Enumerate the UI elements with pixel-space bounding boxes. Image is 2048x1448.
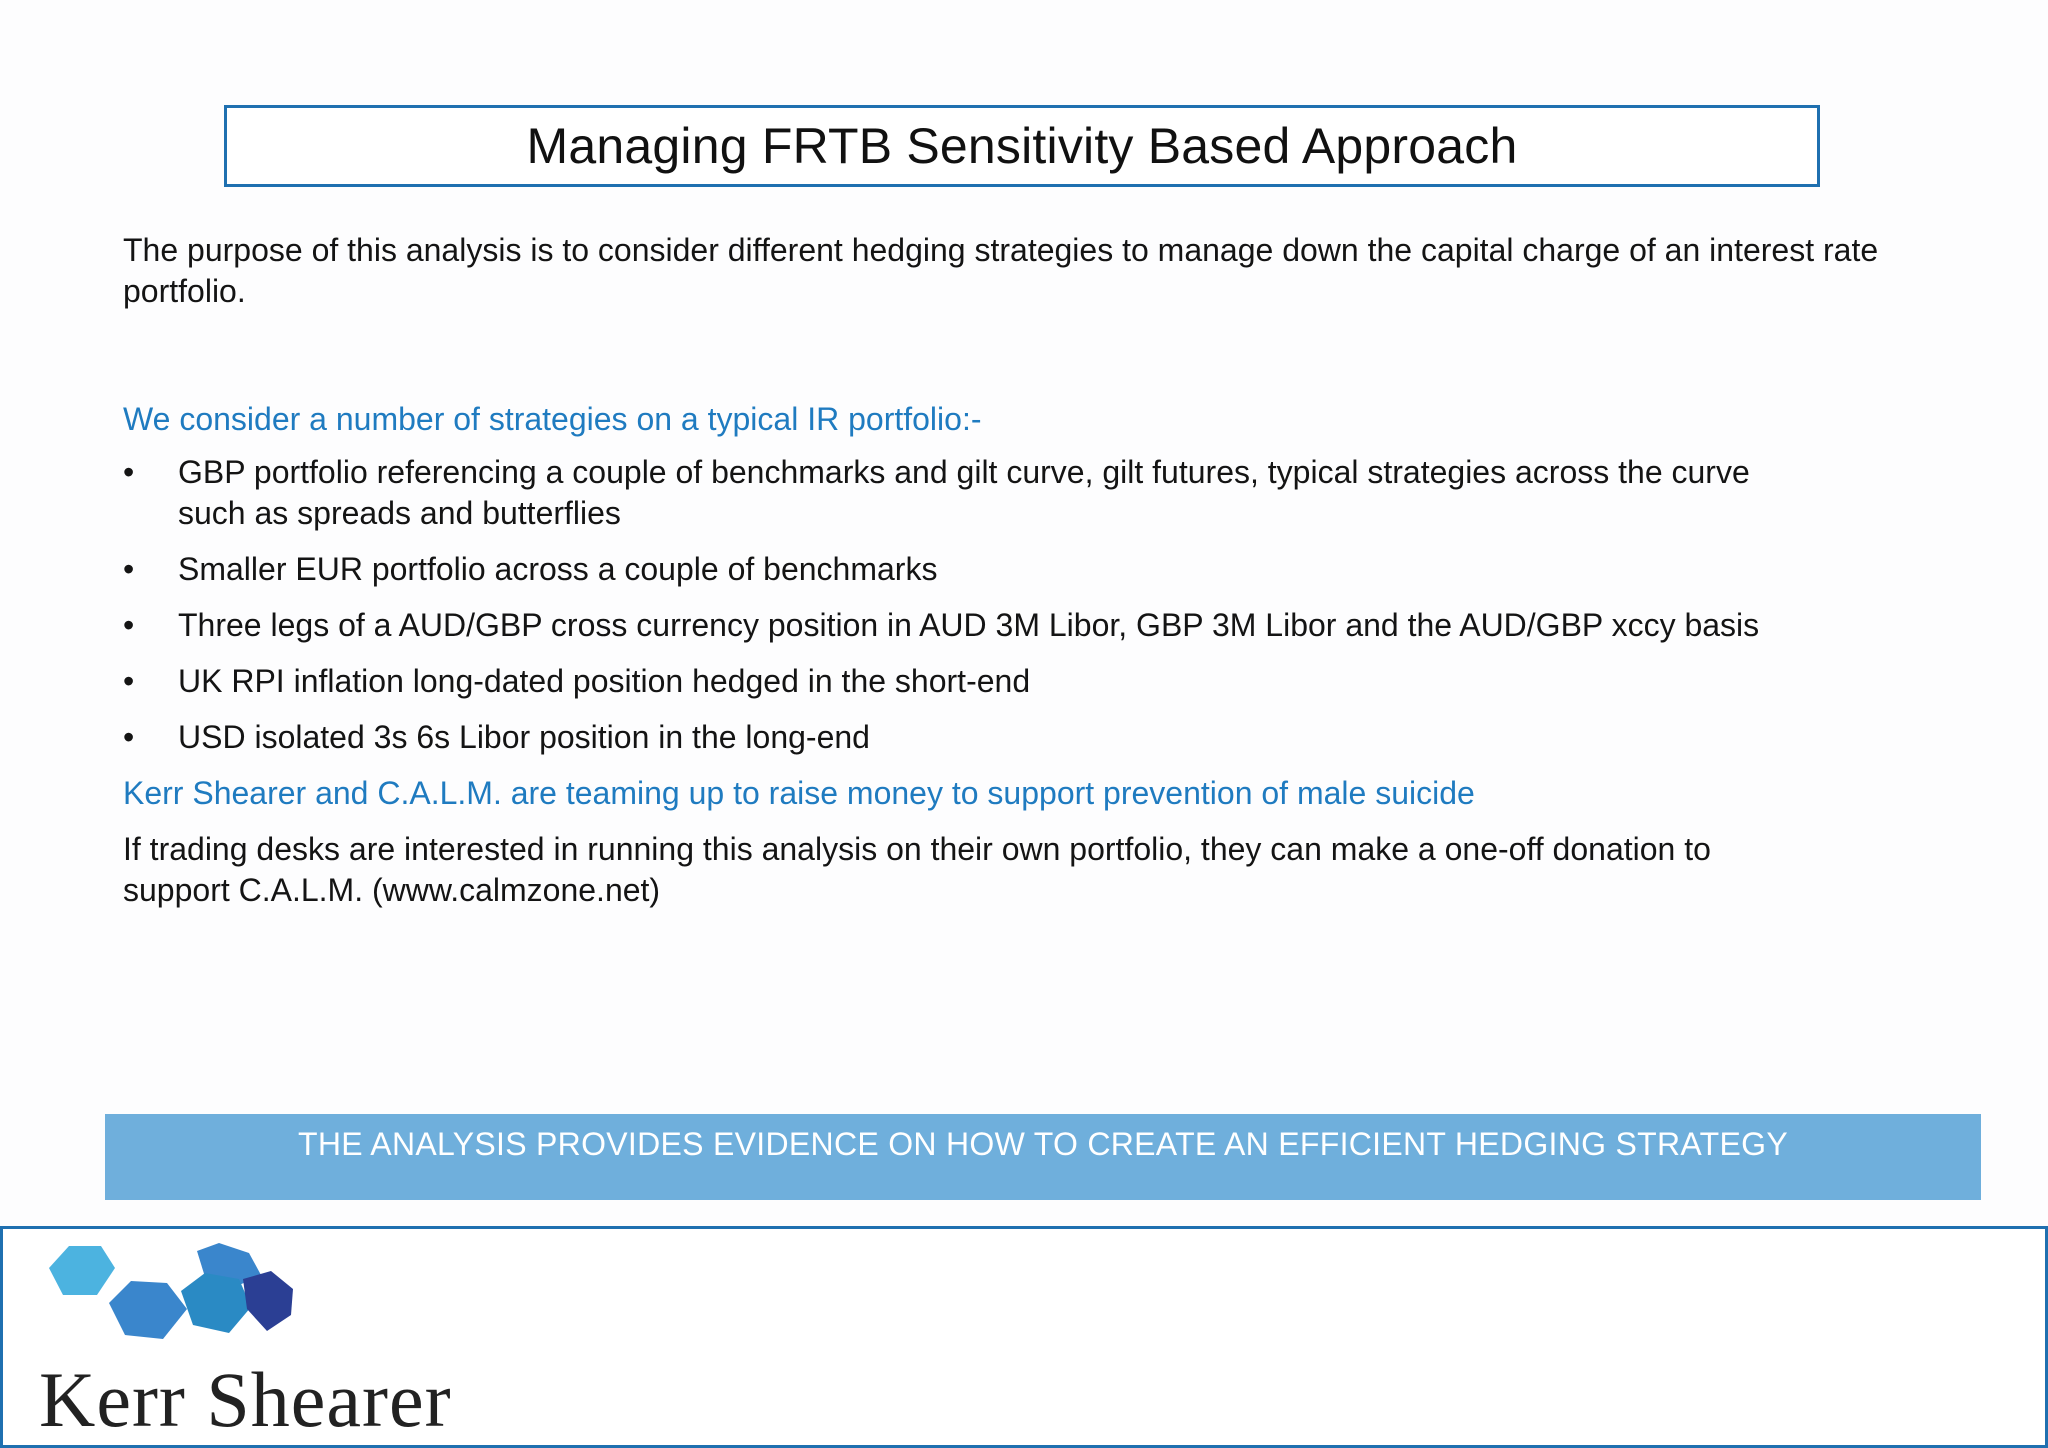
slide-content	[123, 230, 1923, 911]
list-item	[123, 452, 1783, 534]
list-item	[123, 549, 1783, 590]
logo-hexagon-dark	[243, 1271, 293, 1331]
intro-paragraph: The purpose of this analysis is to consider different hedging strategies to manage down the capital charge of an interest rate portfolio.	[123, 232, 1879, 309]
list-item-text: Smaller EUR portfolio across a couple of benchmarks	[178, 551, 938, 587]
list-item-text: UK RPI inflation long-dated position hedged in the short-end	[178, 663, 1031, 699]
strategies-list	[123, 452, 1783, 758]
logo-hexagon-light	[49, 1246, 115, 1295]
donation-text: If trading desks are interested in running this analysis on their own portfolio, they can make a one-off donation to support C.A.L.M. (www.calmzone.net)	[123, 831, 1711, 908]
list-item-text: Three legs of a AUD/GBP cross currency position in AUD 3M Libor, GBP 3M Libor and the AUD/GBP xccy basis	[178, 607, 1760, 643]
footer	[0, 1226, 2048, 1448]
title-box	[224, 105, 1820, 187]
bullet-icon: •	[123, 719, 135, 755]
logo-text: Kerr Shearer	[39, 1356, 452, 1443]
company-logo	[39, 1243, 499, 1443]
bullet-icon: •	[123, 551, 135, 587]
calm-partnership-text: Kerr Shearer and C.A.L.M. are teaming up to raise money to support prevention of male suicide	[123, 775, 1475, 811]
list-item-text: GBP portfolio referencing a couple of benchmarks and gilt curve, gilt futures, typical strategies across the curve such as spreads and butterflies	[178, 454, 1750, 531]
bullet-icon: •	[123, 607, 135, 643]
list-item	[123, 661, 1783, 702]
list-item	[123, 605, 1783, 646]
conclusion-banner: THE ANALYSIS PROVIDES EVIDENCE ON HOW TO CREATE AN EFFICIENT HEDGING STRATEGY	[105, 1114, 1981, 1200]
logo-hexagon-blue	[109, 1281, 187, 1339]
bullet-icon: •	[123, 663, 135, 699]
strategies-heading: We consider a number of strategies on a typical IR portfolio:-	[123, 401, 982, 437]
list-item-text: USD isolated 3s 6s Libor position in the long-end	[178, 719, 870, 755]
page-title: Managing FRTB Sensitivity Based Approach	[526, 118, 1518, 174]
bullet-icon: •	[123, 454, 135, 490]
list-item	[123, 717, 1783, 758]
